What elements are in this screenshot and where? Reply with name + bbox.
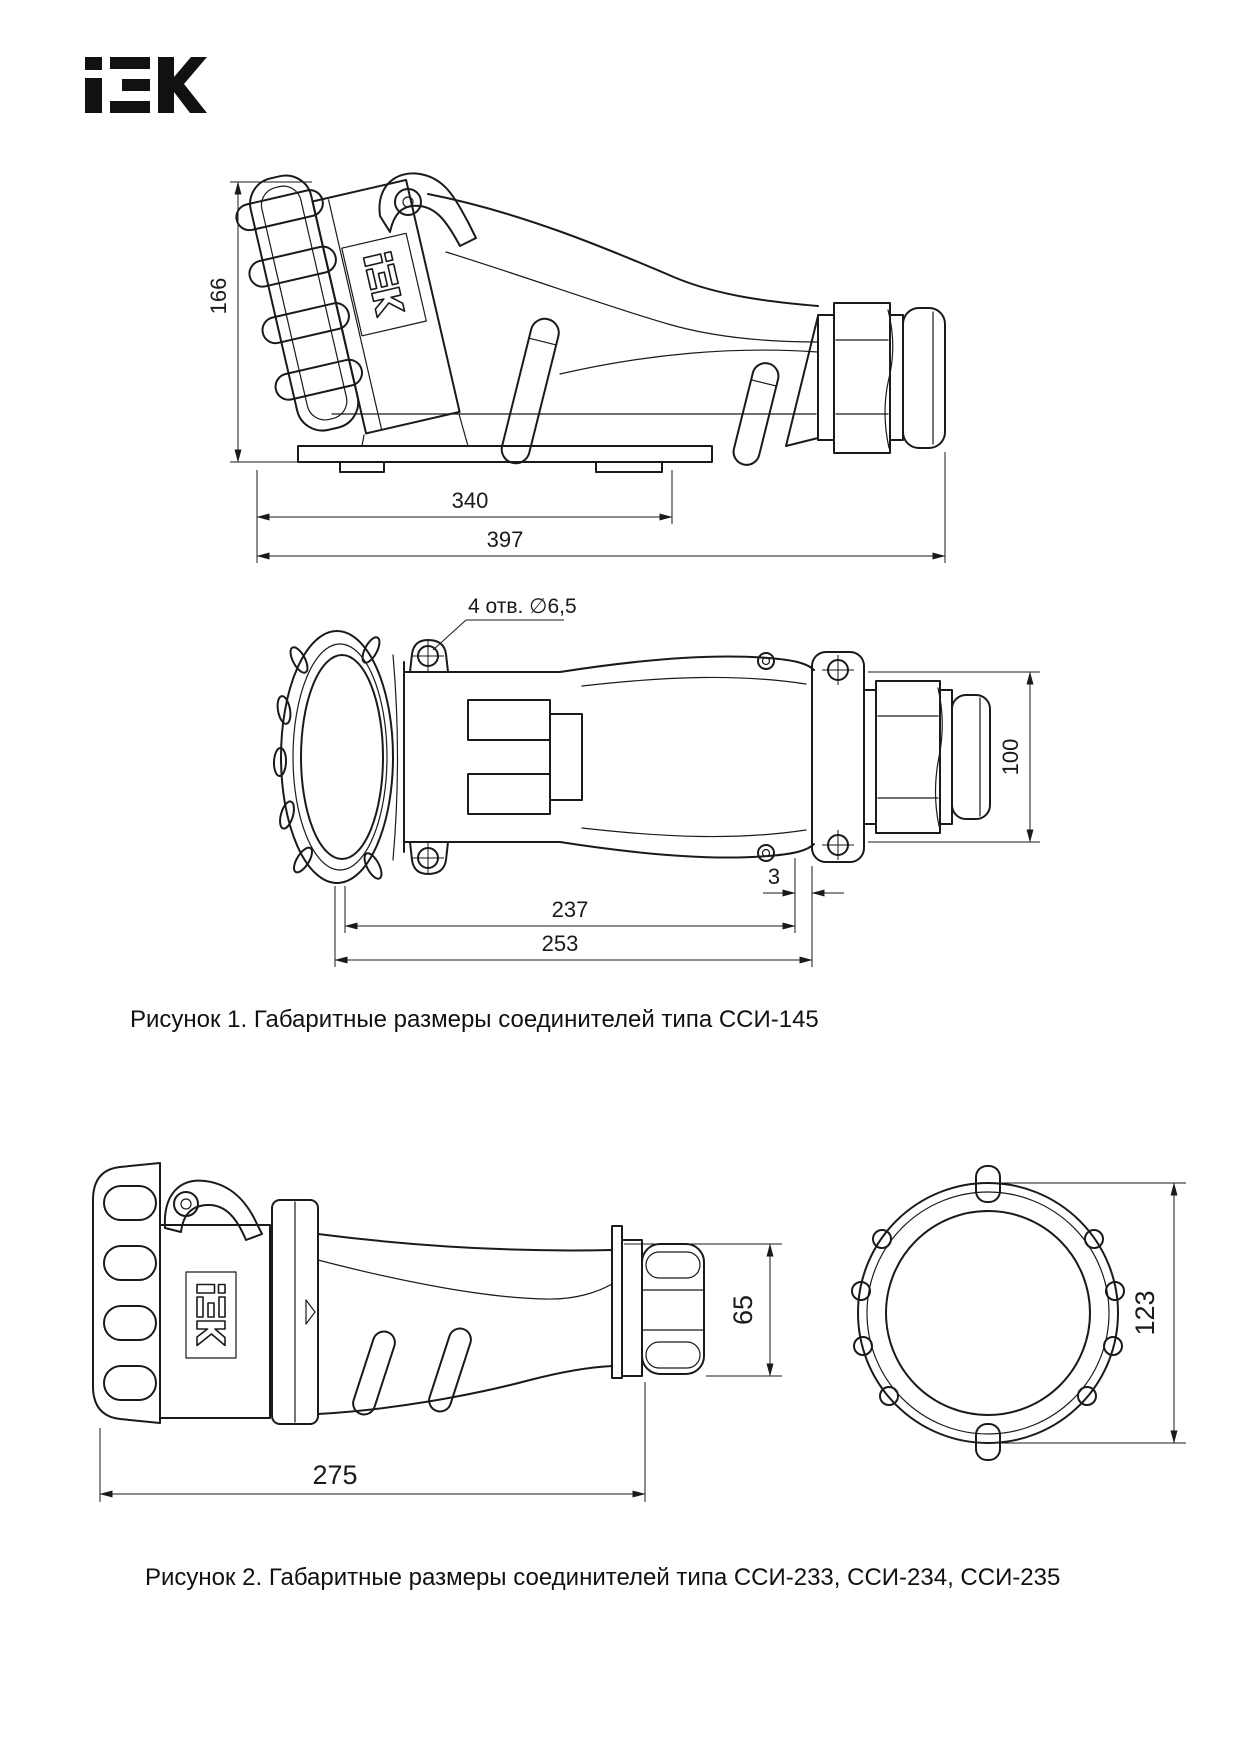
fig2-front-view <box>852 1166 1186 1460</box>
holes-note: 4 отв. ∅6,5 <box>468 595 577 618</box>
figure2-caption: Рисунок 2. Габаритные размеры соединителей типа ССИ-233, ССИ-234, ССИ-235 <box>145 1564 1061 1591</box>
dimension-label: 340 <box>451 488 489 513</box>
fig1-top-view <box>274 595 1040 967</box>
iek-logo <box>197 1285 225 1346</box>
dimension-label: 166 <box>206 277 231 315</box>
dimension-label: 100 <box>998 738 1023 776</box>
dimension-label: 237 <box>551 897 589 922</box>
fig1-side-view <box>206 149 945 563</box>
drawing-root <box>85 57 1186 1502</box>
fig2-side-view <box>93 1163 782 1502</box>
dimension-label: 397 <box>486 527 524 552</box>
iek-logo <box>85 57 207 113</box>
iek-logo <box>364 252 405 318</box>
dimension-label: 123 <box>1130 1290 1160 1336</box>
dimension-label: 253 <box>541 931 579 956</box>
dimension-label: 275 <box>312 1460 358 1490</box>
figure1-caption: Рисунок 1. Габаритные размеры соединителей типа ССИ-145 <box>130 1006 819 1033</box>
dimension-label: 65 <box>728 1294 758 1326</box>
dimension-label: 3 <box>767 864 781 889</box>
